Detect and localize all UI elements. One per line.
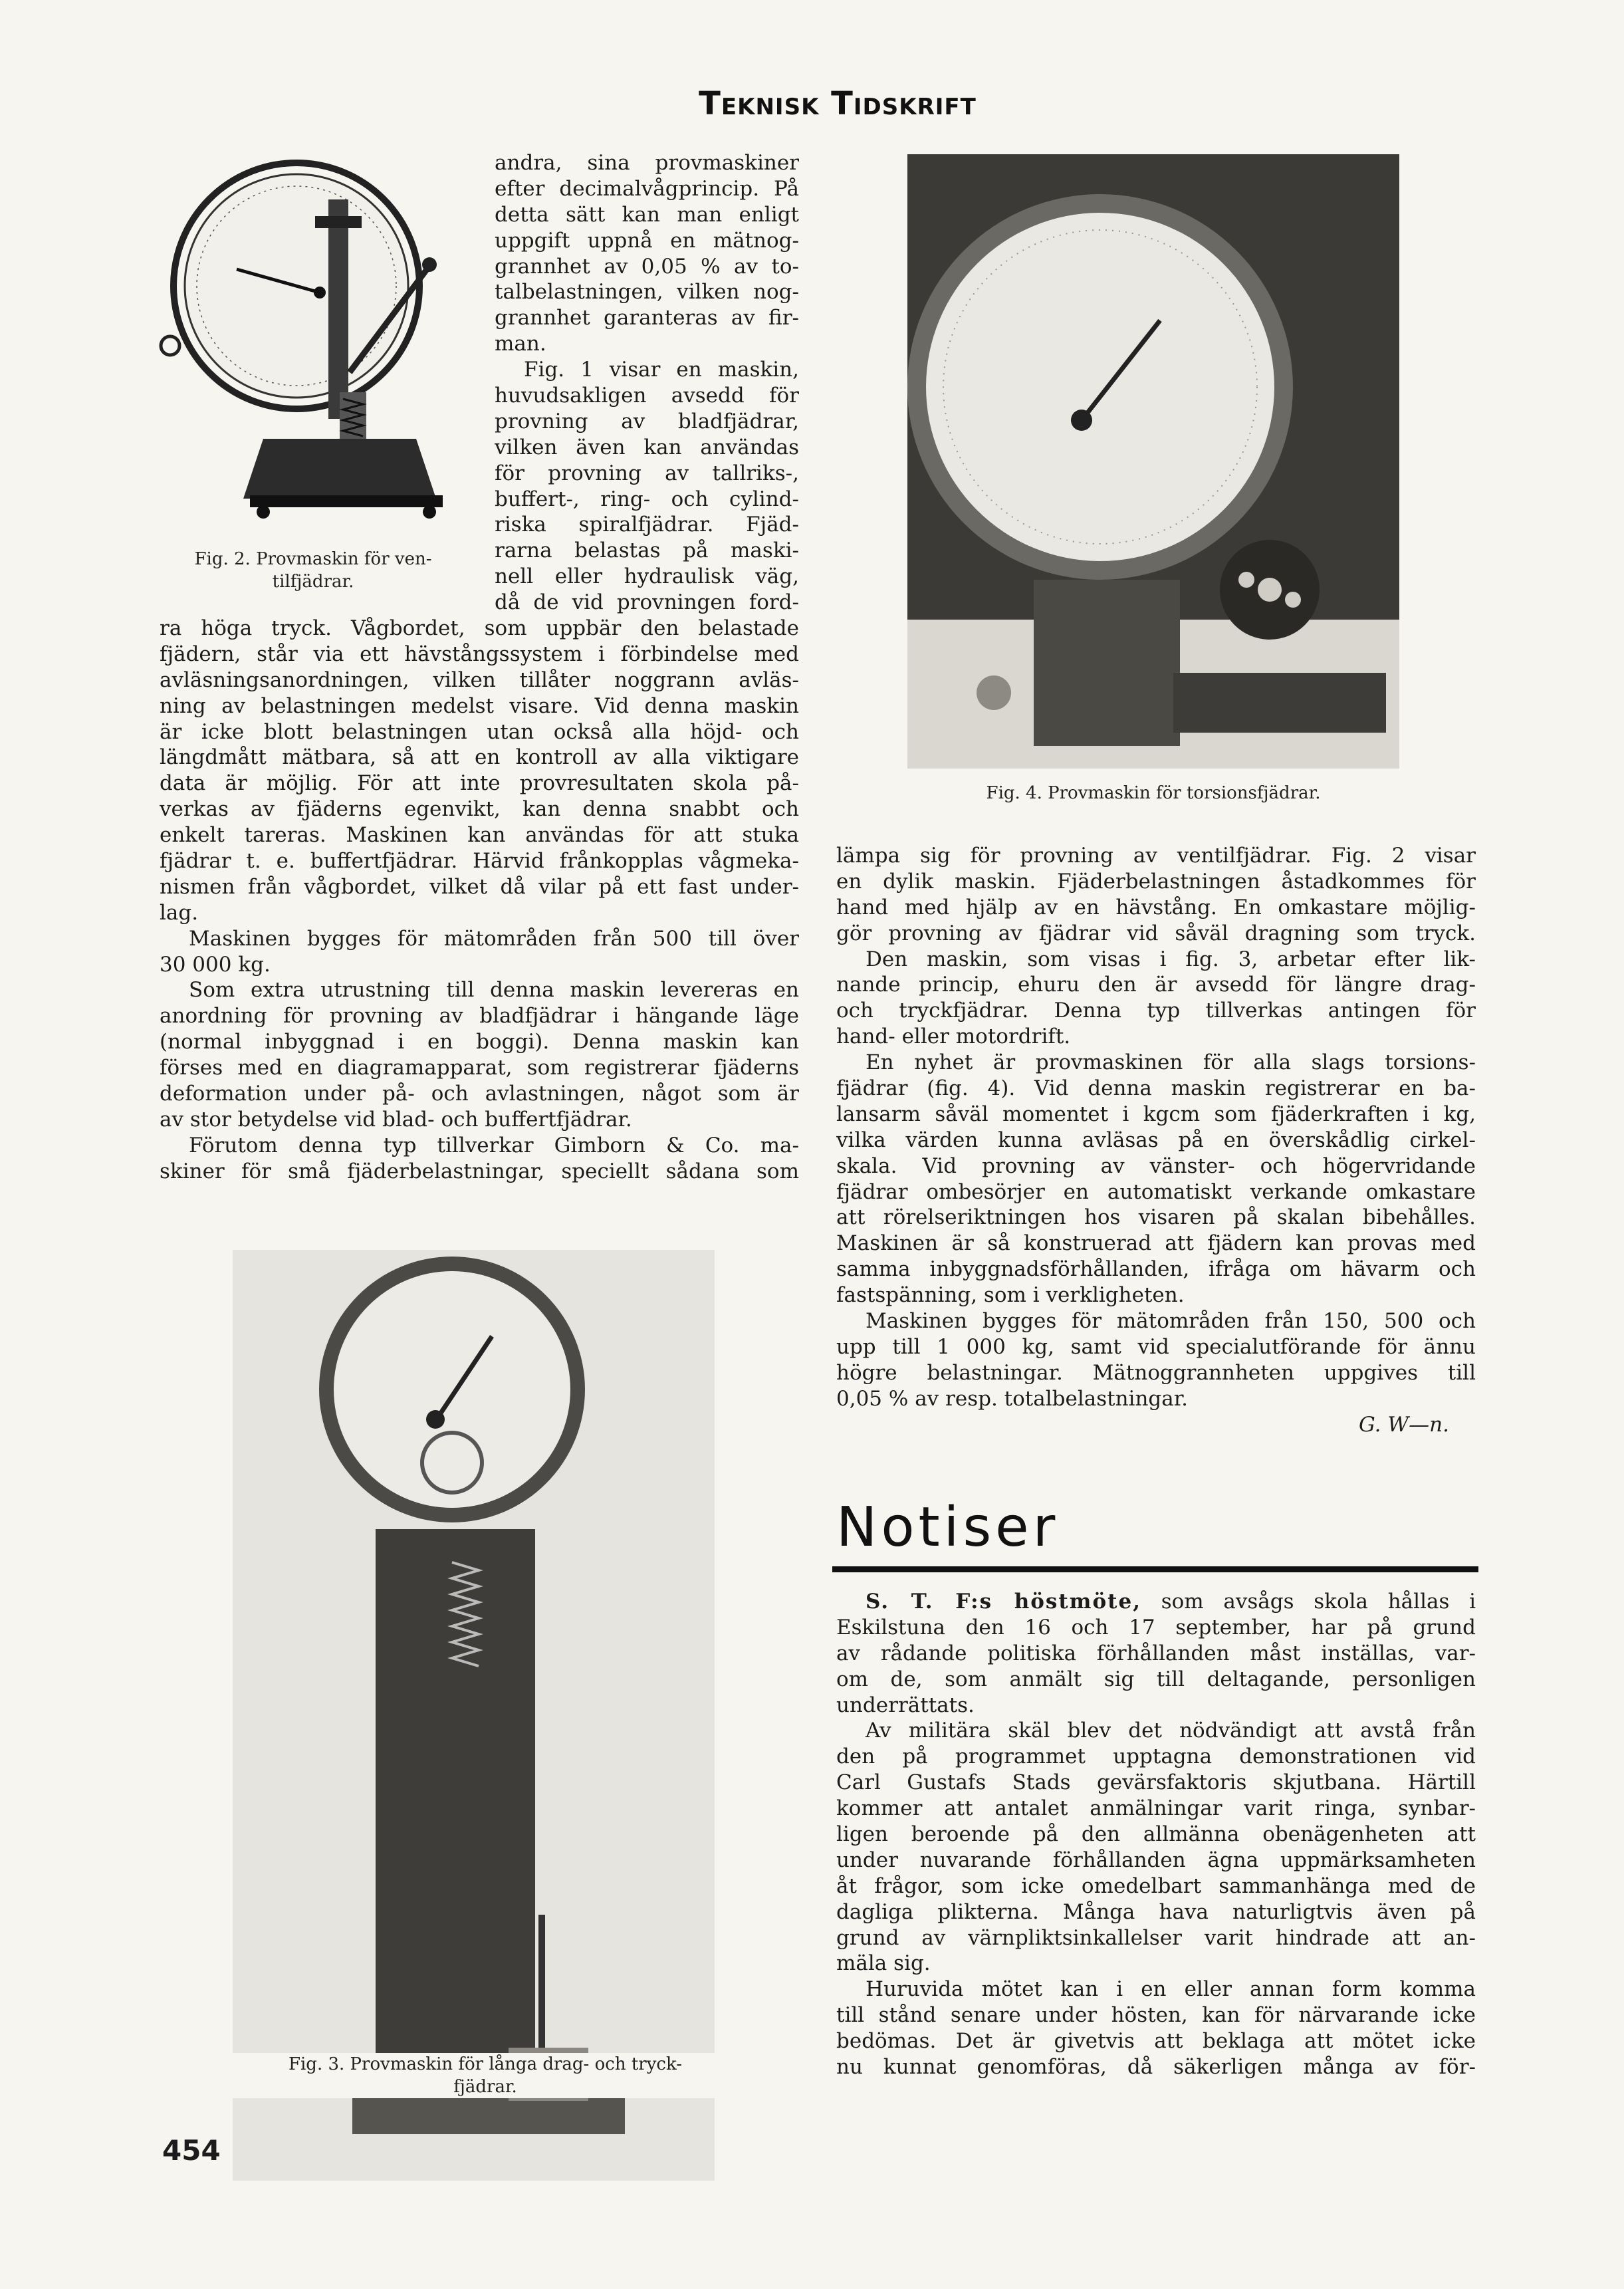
text-line: till stånd senare under hösten, kan för närvarande icke (836, 2003, 1476, 2028)
text-line: kommer att antalet anmälningar varit ringa, synbar- (836, 1796, 1476, 1821)
text-line: bedömas. Det är givetvis att beklaga att mötet icke (836, 2029, 1476, 2054)
text-line: lansarm såväl momentet i kgcm som fjäderkraften i kg, (836, 1102, 1476, 1126)
author-signature: G. W—n. (1358, 1412, 1449, 1437)
caption-line: Fig. 2. Provmaskin för ven- (194, 549, 432, 569)
long-spring-tester-photo (233, 1250, 715, 2181)
caption-line: fjädrar. (453, 2077, 517, 2097)
text-line: Som extra utrustning till denna maskin levereras en (189, 978, 799, 1003)
text-line: data är möjlig. För att inte provresultaten skola på- (160, 771, 799, 796)
text-line: grannhet av 0,05 % av to- (495, 254, 799, 279)
text-line: man. (495, 332, 546, 356)
text-line: den på programmet upptagna demonstrationen vid (836, 1745, 1476, 1769)
text-line: gör provning av fjädrar vid såväl dragning som tryck. (836, 921, 1476, 945)
text-line: Maskinen bygges för mätområden från 500 till över (189, 926, 799, 951)
text-line: samma inbyggnadsförhållanden, ifråga om hävarm och (836, 1257, 1476, 1282)
figure-4-photo (907, 154, 1399, 769)
text-line: nu kunnat genomföras, då säkerligen många av för- (836, 2055, 1476, 2080)
text-line: fjädrar (fig. 4). Vid denna maskin registrerar en ba- (836, 1076, 1476, 1101)
text-line: hand med hjälp av en hävstång. En omkastare möjlig- (836, 895, 1476, 919)
figure-3-caption (219, 2053, 751, 2098)
text-line: upp till 1 000 kg, samt vid specialutförande för ännu (836, 1334, 1476, 1359)
text-line: andra, sina provmaskiner (495, 151, 799, 175)
text-line: Den maskin, som visas i fig. 3, arbetar efter lik- (866, 947, 1476, 971)
text-line: högre belastningar. Mätnoggrannheten uppgives till (836, 1360, 1476, 1385)
text-line: grund av värnpliktsinkallelser varit hindrade att an- (836, 1925, 1476, 1950)
figure-3-photo (233, 1250, 715, 2181)
right-column-text (836, 843, 1476, 1437)
text-line: förses med en diagramapparat, som registrerar fjäderns (160, 1056, 799, 1080)
text-line: av rådande politiska förhållanden måst inställas, var- (836, 1641, 1476, 1665)
page-number: 454 (162, 2134, 221, 2167)
text-line: dagliga plikterna. Många hava naturligtvis även på (836, 1899, 1476, 1924)
text-line: skala. Vid provning av vänster- och högervridande (836, 1153, 1476, 1178)
text-line: hand- eller motordrift. (836, 1024, 1071, 1049)
text-line: verkas av fjäderns egenvikt, kan denna snabbt och (160, 797, 799, 822)
text-line: ning av belastningen medelst visare. Vid denna maskin (160, 693, 799, 718)
text-line: är icke blott belastningen utan också alla höjd- och (160, 719, 799, 744)
text-line: lämpa sig för provning av ventilfjädrar. Fig. 2 visar (836, 844, 1476, 868)
notice-lead: S. T. F:s höstmöte, (866, 1590, 1141, 1614)
figure-4-caption: Fig. 4. Provmaskin för torsionsfjädrar. (986, 783, 1321, 803)
text-line: underrättats. (836, 1693, 975, 1717)
text-line: 0,05 % av resp. totalbelastningar. (836, 1386, 1189, 1411)
text-line: under nuvarande förhållanden ägna uppmärksamheten (836, 1848, 1476, 1872)
left-column-narrow-text (495, 150, 799, 616)
text-line: En nyhet är provmaskinen för alla slags torsions- (866, 1050, 1476, 1075)
left-column-wide-text (160, 616, 799, 1185)
text-line: talbelastningen, vilken nog- (495, 280, 799, 304)
figure-2-caption (150, 548, 476, 593)
text-line: Maskinen bygges för mätområden från 150, 500 och (866, 1309, 1476, 1334)
text-line: ligen beroende på den allmänna obenägenheten att (836, 1822, 1476, 1847)
text-line: huvudsakligen avsedd för (495, 384, 799, 408)
section-title-notiser: Notiser (836, 1496, 1060, 1559)
text-line: Fig. 1 visar en maskin, (524, 358, 799, 382)
text-line: längdmått mätbara, så att en kontroll av alla viktigare (160, 745, 799, 770)
text-line: efter decimalvågprincip. På (495, 176, 799, 201)
text-line: nell eller hydraulisk väg, (495, 564, 799, 589)
text-line: då de vid provningen ford- (495, 590, 799, 615)
caption-line: Fig. 3. Provmaskin för långa drag- och tryck- (288, 2054, 683, 2074)
text-line: och tryckfjädrar. Denna typ tillverkas antingen för (836, 999, 1476, 1023)
text-line (836, 1589, 1476, 1615)
text-line: lag. (160, 900, 199, 925)
text-line: om de, som anmält sig till deltagande, personligen (836, 1667, 1476, 1691)
torsion-spring-tester-photo (907, 154, 1399, 769)
text-line: fjädrar ombesörjer en automatiskt verkande omkastare (836, 1179, 1476, 1204)
text-line: åt frågor, som icke omedelbart sammanhänga med de (836, 1873, 1476, 1898)
running-header: Teknisk Tidskrift (699, 85, 977, 122)
text-line: Huruvida mötet kan i en eller annan form komma (866, 1977, 1476, 2002)
text-line: ra höga tryck. Vågbordet, som uppbär den belastade (160, 616, 799, 640)
text-line: riska spiralfjädrar. Fjäd- (495, 513, 799, 537)
text-line: enkelt tareras. Maskinen kan användas för att stuka (160, 823, 799, 848)
text-line: fjädern, står via ett hävstångssystem i förbindelse med (160, 642, 799, 666)
text-line: vilka värden kunna avläsas på en överskådlig cirkel- (836, 1128, 1476, 1152)
text-line: fjädrar t. e. buffertfjädrar. Härvid frånkopplas vågmeka- (160, 849, 799, 874)
section-rule (832, 1566, 1478, 1572)
text-line: nismen från vågbordet, vilket då vilar på ett fast under- (160, 874, 799, 899)
notice-lead-rest: som avsågs skola hållas i (1161, 1590, 1476, 1614)
text-line: Carl Gustafs Stads gevärsfaktoris skjutbana. Härtill (836, 1770, 1476, 1795)
text-line: rarna belastas på maski- (495, 539, 799, 563)
text-line: 30 000 kg. (160, 952, 271, 977)
text-line: deformation under på- och avlastningen, något som är (160, 1082, 799, 1106)
text-line: grannhet garanteras av fir- (495, 306, 799, 330)
text-line: av stor betydelse vid blad- och buffertfjädrar. (160, 1107, 632, 1132)
text-line: nande princip, ehuru den är avsedd för längre drag- (836, 973, 1476, 997)
text-line: Maskinen är så konstruerad att fjädern kan provas med (836, 1231, 1476, 1256)
text-line: att rörelseriktningen hos visaren på skalan bibehålles. (836, 1205, 1476, 1230)
figure-2-illustration (150, 153, 463, 525)
text-line: en dylik maskin. Fjäderbelastningen åstadkommes för (836, 869, 1476, 894)
caption-line: tilfjädrar. (272, 572, 354, 592)
text-line: Av militära skäl blev det nödvändigt att avstå från (866, 1719, 1476, 1743)
text-line: detta sätt kan man enligt (495, 202, 799, 227)
notiser-text (836, 1589, 1476, 2080)
text-line: fastspänning, som i verkligheten. (836, 1283, 1185, 1308)
text-line: buffert-, ring- och cylind- (495, 487, 799, 511)
text-line: (normal inbyggnad i en boggi). Denna maskin kan (160, 1030, 799, 1054)
text-line: anordning för provning av bladfjädrar i hängande läge (160, 1004, 799, 1028)
text-line: avläsningsanordningen, vilken tillåter noggrann avläs- (160, 667, 799, 692)
text-line: vilken även kan användas (495, 435, 799, 459)
valve-spring-tester-drawing (150, 153, 463, 525)
text-line: Förutom denna typ tillverkar Gimborn & Co. ma- (189, 1133, 799, 1157)
text-line: för provning av tallriks-, (495, 461, 799, 485)
text-line: provning av bladfjädrar, (495, 409, 799, 433)
text-line: uppgift uppnå en mätnog- (495, 228, 799, 253)
text-line: skiner för små fjäderbelastningar, speciellt sådana som (160, 1159, 799, 1183)
text-line: mäla sig. (836, 1951, 931, 1976)
text-line: Eskilstuna den 16 och 17 september, har på grund (836, 1615, 1476, 1639)
